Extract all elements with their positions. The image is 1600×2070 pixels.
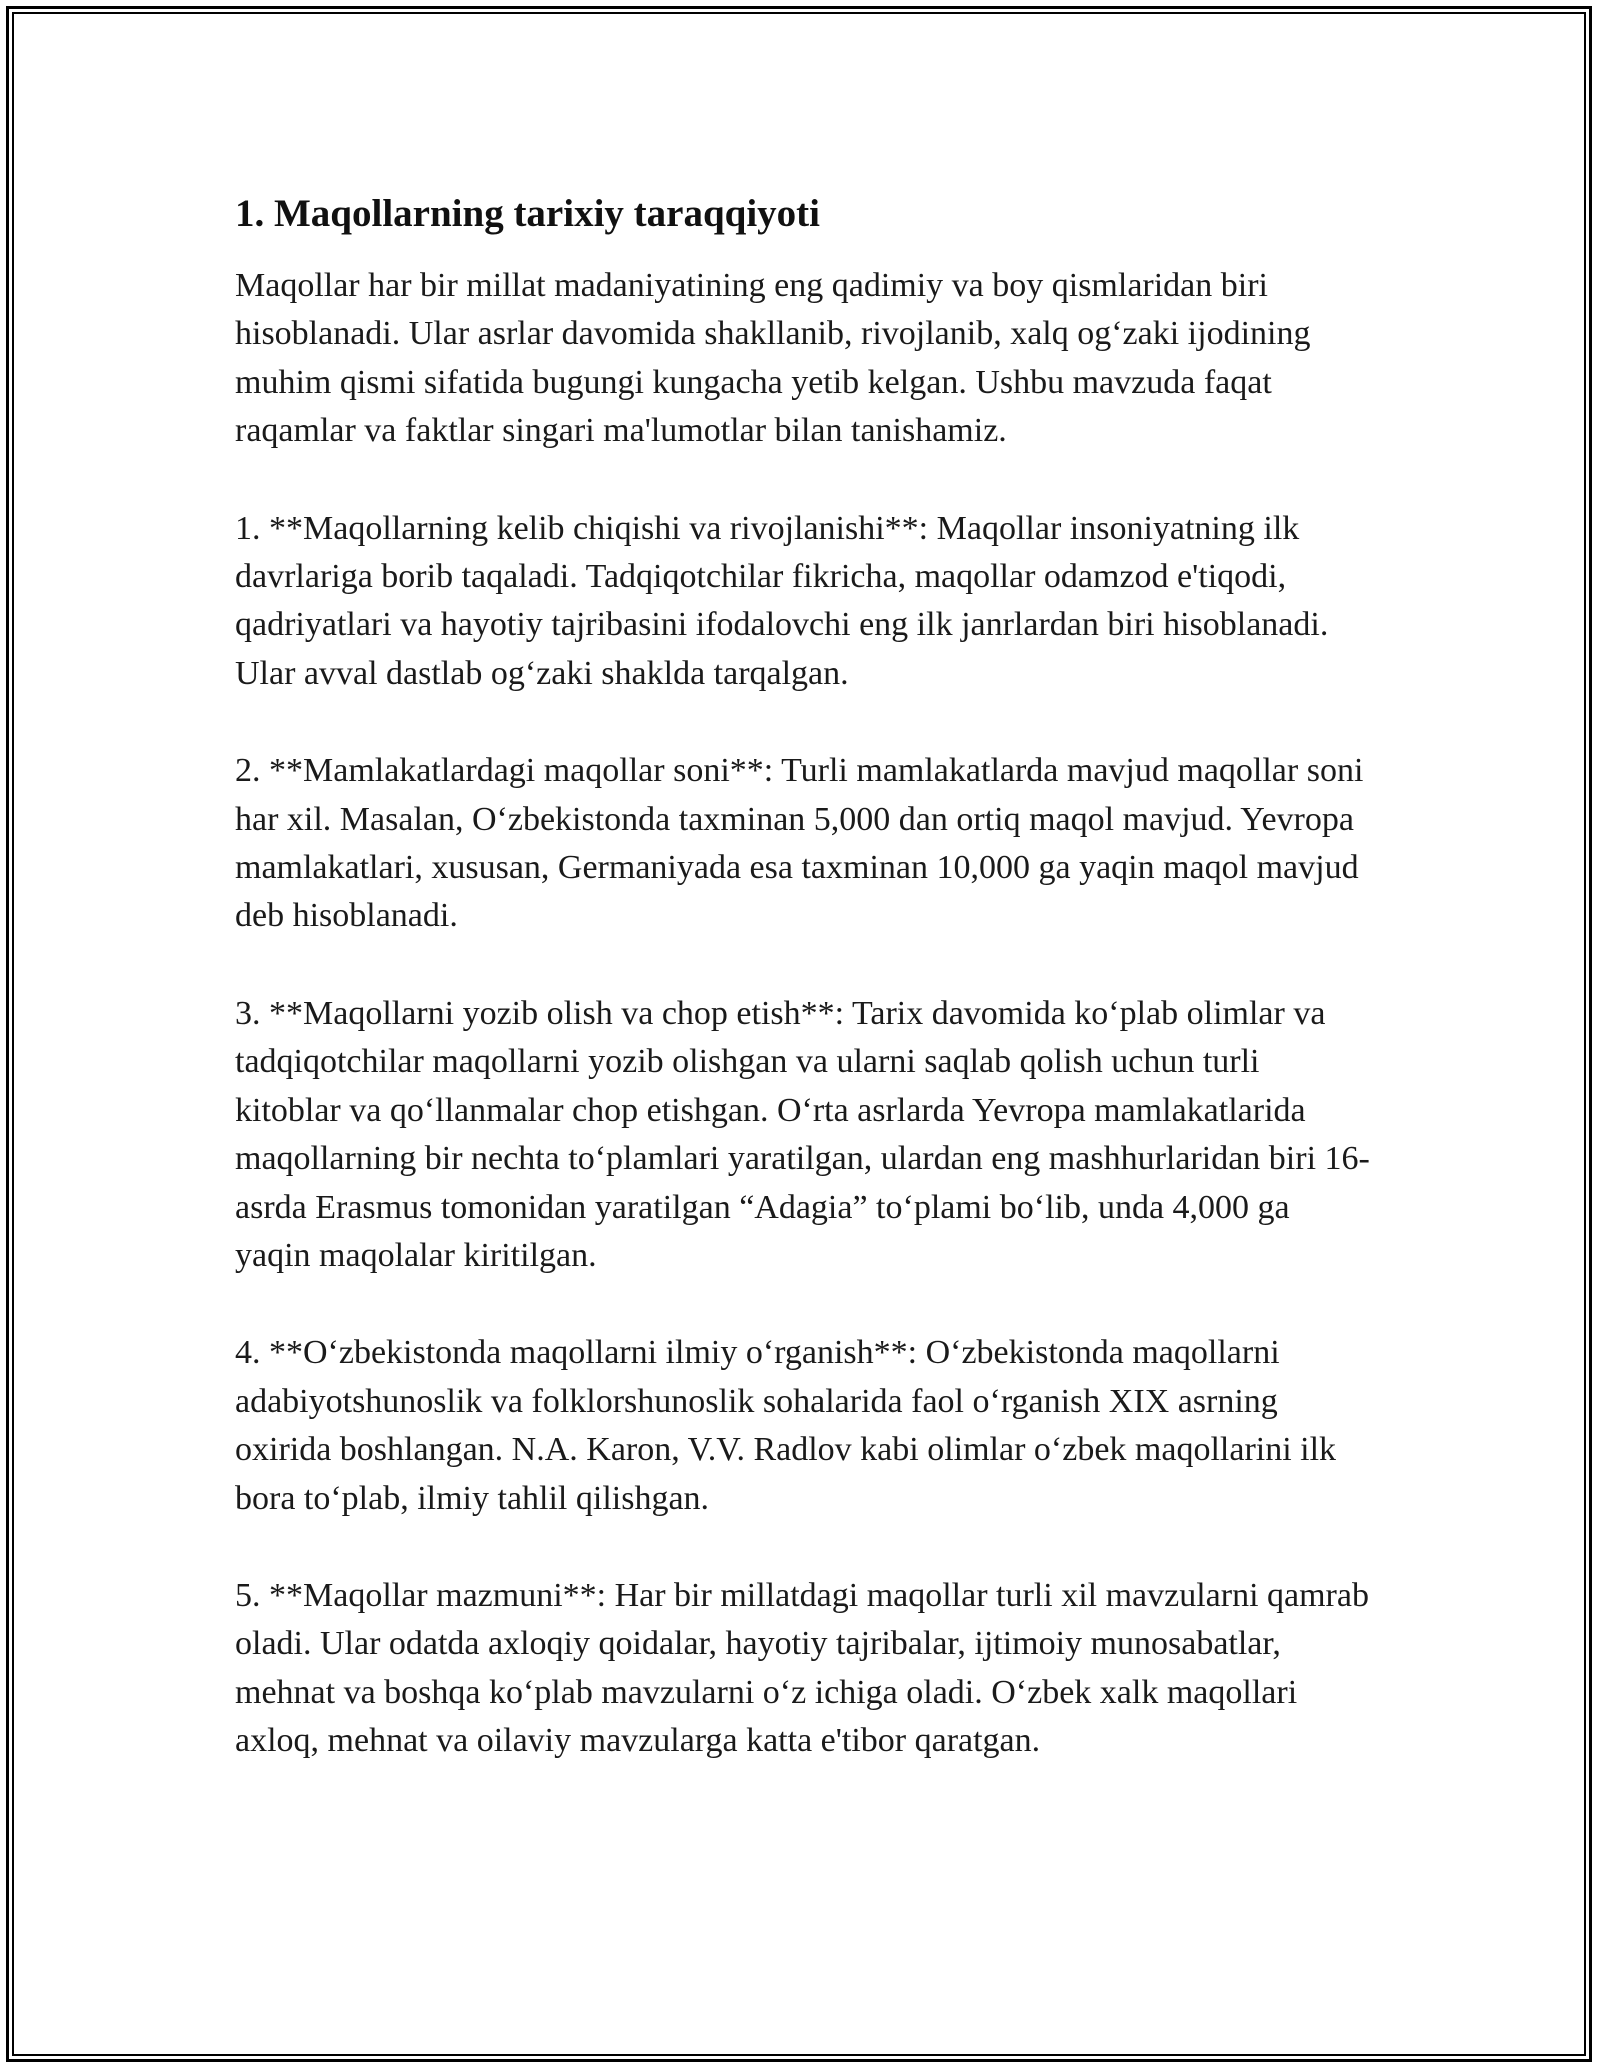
paragraph-counts: 2. **Mamlakatlardagi maqollar soni**: Turli mamlakatlarda mavjud maqollar soni har xil. Masalan, O‘zbekistonda taxminan 5,000 dan ortiq maqol mavjud. Yevropa mamlakatlari, xususan, Germaniyada esa taxminan 10,000 ga yaqin maqol mavjud deb hisoblanadi. xyxy=(235,752,1364,935)
paragraph-recording: 3. **Maqollarni yozib olish va chop etish**: Tarix davomida ko‘plab olimlar va tadqiqotchilar maqollarni yozib olishgan va ularni saqlab qolish uchun turli kitoblar va qo‘llanmalar chop etishgan. O‘rta asrlarda Yevropa mamlakatlarida maqollarning bir nechta to‘plamlari yaratilgan, ulardan eng mashhurlaridan biri 16-asrda Erasmus tomonidan yaratilgan “Adagia” to‘plami bo‘lib, unda 4,000 ga yaqin maqolalar kiritilgan. xyxy=(235,994,1370,1274)
document-body xyxy=(235,186,1370,1815)
paragraph-origin: 1. **Maqollarning kelib chiqishi va rivojlanishi**: Maqollar insoniyatning ilk davrlariga borib taqaladi. Tadqiqotchilar fikricha, maqollar odamzod e'tiqodi, qadriyatlari va hayotiy tajribasini ifodalovchi eng ilk janrlardan biri hisoblanadi. Ular avval dastlab og‘zaki shaklda tarqalgan. xyxy=(235,509,1329,692)
paragraph-uzbek-study: 4. **O‘zbekistonda maqollarni ilmiy o‘rganish**: O‘zbekistonda maqollarni adabiyotshunoslik va folklorshunoslik sohalarida faol o‘rganish XIX asrning oxirida boshlangan. N.A. Karon, V.V. Radlov kabi olimlar o‘zbek maqollarini ilk bora to‘plab, ilmiy tahlil qilishgan. xyxy=(235,1334,1337,1517)
paragraph-content: 5. **Maqollar mazmuni**: Har bir millatdagi maqollar turli xil mavzularni qamrab oladi. Ular odatda axloqiy qoidalar, hayotiy tajribalar, ijtimoiy munosabatlar, mehnat va boshqa ko‘plab mavzularni o‘z ichiga oladi. O‘zbek xalk maqollari axloq, mehnat va oilaviy mavzularga katta e'tibor qaratgan. xyxy=(235,1576,1369,1760)
intro-paragraph: Maqollar har bir millat madaniyatining eng qadimiy va boy qismlaridan biri hisoblanadi. Ular asrlar davomida shakllanib, rivojlanib, xalq og‘zaki ijodining muhim qismi sifatida bugungi kungacha yetib kelgan. Ushbu mavzuda faqat raqamlar va faktlar singari ma'lumotlar bilan tanishamiz. xyxy=(235,267,1311,450)
document-title: 1. Maqollarning tarixiy taraqqiyoti xyxy=(235,192,820,235)
